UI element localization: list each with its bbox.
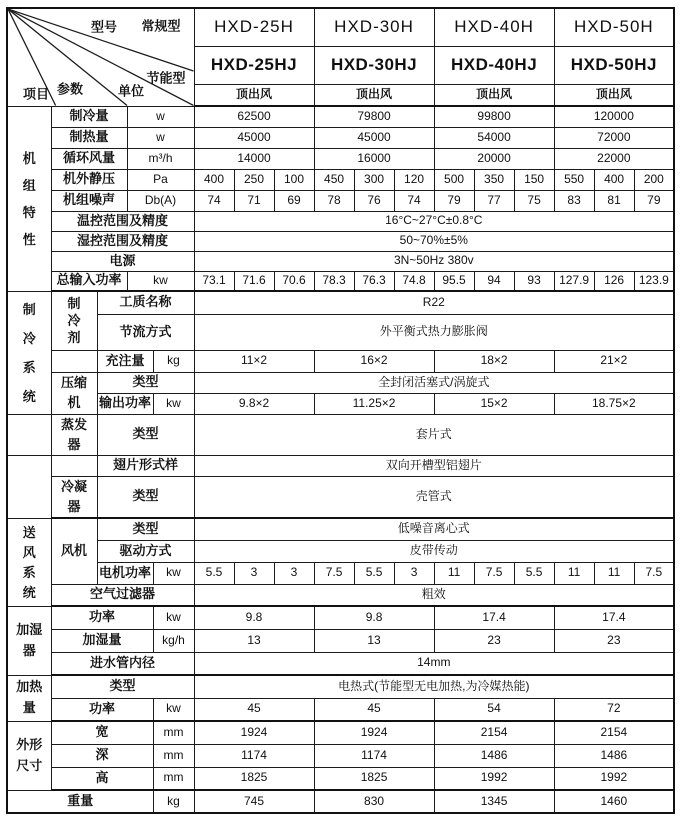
value-cell: 1486 [554, 744, 674, 767]
subsection-label-evaporator: 蒸发器 [51, 414, 97, 455]
row-label: 制热量 [51, 127, 127, 148]
table-row [7, 251, 674, 271]
row-label: 机外静压 [51, 169, 127, 190]
value-cell: 74.8 [394, 271, 434, 291]
value-cell: 81 [594, 190, 634, 211]
table-row [7, 675, 674, 698]
table-row [7, 584, 674, 606]
table-row [7, 455, 674, 476]
row-label: 类型 [51, 675, 194, 698]
value-cell: 2154 [434, 721, 554, 744]
table-row [7, 518, 674, 540]
air-outlet-cell: 顶出风 [434, 84, 554, 106]
table-row [7, 476, 674, 518]
value-cell: 14mm [194, 652, 674, 675]
value-cell: 350 [474, 169, 514, 190]
value-cell: 15×2 [434, 393, 554, 414]
value-cell: 7.5 [474, 562, 514, 584]
value-cell: 16×2 [314, 350, 434, 372]
value-cell: 11×2 [194, 350, 314, 372]
value-cell: 13 [314, 629, 434, 652]
row-label: 类型 [97, 372, 194, 393]
table-row [7, 606, 674, 629]
value-cell: 830 [314, 790, 434, 813]
value-cell: 100 [274, 169, 314, 190]
value-cell: 70.6 [274, 271, 314, 291]
value-cell: 1174 [314, 744, 434, 767]
eco-model-header: HXD-30HJ [314, 46, 434, 84]
value-cell: 99800 [434, 106, 554, 127]
value-cell: 1992 [554, 767, 674, 790]
row-label: 进水管内径 [51, 652, 194, 675]
row-label: 循环风量 [51, 148, 127, 169]
value-cell: 低噪音离心式 [194, 518, 674, 540]
value-cell: 83 [554, 190, 594, 211]
value-cell: 75 [514, 190, 554, 211]
value-cell: 23 [434, 629, 554, 652]
row-label: 空气过滤器 [51, 584, 194, 606]
value-cell: 76 [354, 190, 394, 211]
value-cell: 5.5 [194, 562, 234, 584]
value-cell: 5.5 [514, 562, 554, 584]
section-label-unit-features: 机 组 特 性 [7, 106, 51, 291]
value-cell: 壳管式 [194, 476, 674, 518]
value-cell: 126 [594, 271, 634, 291]
table-row [7, 127, 674, 148]
value-cell: 62500 [194, 106, 314, 127]
unit-cell: kg/h [153, 629, 194, 652]
row-label: 湿控范围及精度 [51, 231, 194, 251]
row-label: 总输入功率 [51, 271, 127, 291]
value-cell: 1992 [434, 767, 554, 790]
section-label-air-supply: 送 风 系 统 [7, 518, 51, 606]
subsection-label-condenser: 冷凝器 [51, 476, 97, 518]
value-cell: 16°C~27°C±0.8°C [194, 211, 674, 231]
value-cell: 79 [434, 190, 474, 211]
table-row [7, 350, 674, 372]
unit-cell: Pa [127, 169, 194, 190]
section-label-cooling-system: 制 冷 系 统 [7, 291, 51, 414]
value-cell: 1924 [314, 721, 434, 744]
value-cell: 45 [194, 698, 314, 721]
value-cell: 450 [314, 169, 354, 190]
row-label: 重量 [7, 790, 153, 813]
subsection-label-fan: 风机 [51, 518, 97, 584]
value-cell: 745 [194, 790, 314, 813]
unit-cell: mm [153, 767, 194, 790]
value-cell: 123.9 [634, 271, 674, 291]
eco-model-header: HXD-50HJ [554, 46, 674, 84]
value-cell: 外平衡式热力膨胀阀 [194, 314, 674, 350]
table-row [7, 169, 674, 190]
value-cell: 11 [554, 562, 594, 584]
row-label: 机组噪声 [51, 190, 127, 211]
value-cell: 18×2 [434, 350, 554, 372]
unit-cell: mm [153, 721, 194, 744]
table-row [7, 314, 674, 350]
value-cell: 3N~50Hz 380v [194, 251, 674, 271]
row-label: 温控范围及精度 [51, 211, 194, 231]
value-cell: 1924 [194, 721, 314, 744]
value-cell: 120000 [554, 106, 674, 127]
corner-item-label: 项目 [22, 86, 50, 102]
table-row [7, 291, 674, 314]
corner-model-label: 型号 [90, 19, 118, 35]
unit-cell: Db(A) [127, 190, 194, 211]
value-cell: 11 [594, 562, 634, 584]
value-cell: 21×2 [554, 350, 674, 372]
row-label: 输出功率 [97, 393, 153, 414]
row-label: 电源 [51, 251, 194, 271]
value-cell: 72 [554, 698, 674, 721]
table-row [7, 211, 674, 231]
value-cell: 74 [194, 190, 234, 211]
value-cell: 76.3 [354, 271, 394, 291]
value-cell: 200 [634, 169, 674, 190]
air-outlet-cell: 顶出风 [194, 84, 314, 106]
row-label: 功率 [51, 606, 153, 629]
value-cell: 69 [274, 190, 314, 211]
value-cell: 11.25×2 [314, 393, 434, 414]
value-cell: 11 [434, 562, 474, 584]
value-cell: 13 [194, 629, 314, 652]
value-cell: 45 [314, 698, 434, 721]
table-row [7, 8, 674, 46]
row-label: 宽 [51, 721, 153, 744]
value-cell: 127.9 [554, 271, 594, 291]
value-cell: 3 [234, 562, 274, 584]
row-label: 工质名称 [97, 291, 194, 314]
table-row [7, 652, 674, 675]
empty-cell [7, 414, 51, 455]
value-cell: 1825 [314, 767, 434, 790]
value-cell: 双向开槽型铝翅片 [194, 455, 674, 476]
value-cell: 73.1 [194, 271, 234, 291]
table-row [7, 148, 674, 169]
row-label: 制冷量 [51, 106, 127, 127]
value-cell: 9.8×2 [194, 393, 314, 414]
value-cell: 79800 [314, 106, 434, 127]
value-cell: 72000 [554, 127, 674, 148]
value-cell: 14000 [194, 148, 314, 169]
empty-cell [51, 455, 97, 476]
table-row [7, 231, 674, 251]
value-cell: 50~70%±5% [194, 231, 674, 251]
value-cell: 2154 [554, 721, 674, 744]
value-cell: 皮带传动 [194, 540, 674, 562]
value-cell: 22000 [554, 148, 674, 169]
value-cell: 78.3 [314, 271, 354, 291]
value-cell: 1345 [434, 790, 554, 813]
value-cell: 1460 [554, 790, 674, 813]
row-label: 驱动方式 [97, 540, 194, 562]
row-label: 加湿量 [51, 629, 153, 652]
unit-cell: m³/h [127, 148, 194, 169]
value-cell: 550 [554, 169, 594, 190]
value-cell: 250 [234, 169, 274, 190]
value-cell: 7.5 [634, 562, 674, 584]
value-cell: 5.5 [354, 562, 394, 584]
unit-cell: kw [153, 393, 194, 414]
unit-cell: kg [153, 350, 194, 372]
value-cell: 71 [234, 190, 274, 211]
row-label: 深 [51, 744, 153, 767]
value-cell: 17.4 [554, 606, 674, 629]
value-cell: 79 [634, 190, 674, 211]
value-cell: 54 [434, 698, 554, 721]
table-row [7, 393, 674, 414]
table-row [7, 540, 674, 562]
table-row [7, 744, 674, 767]
unit-cell: w [127, 106, 194, 127]
section-label-dimensions: 外形尺寸 [7, 721, 51, 790]
empty-cell [51, 350, 97, 372]
value-cell: 全封闭活塞式/涡旋式 [194, 372, 674, 393]
value-cell: 3 [394, 562, 434, 584]
value-cell: 1486 [434, 744, 554, 767]
row-label: 类型 [97, 518, 194, 540]
value-cell: R22 [194, 291, 674, 314]
corner-regular-type-label: 常规型 [141, 18, 181, 34]
table-row [7, 767, 674, 790]
unit-cell: kw [153, 562, 194, 584]
table-row [7, 629, 674, 652]
air-outlet-cell: 顶出风 [554, 84, 674, 106]
unit-cell: kg [153, 790, 194, 813]
model-header: HXD-40H [434, 8, 554, 46]
value-cell: 95.5 [434, 271, 474, 291]
value-cell: 54000 [434, 127, 554, 148]
table-row [7, 271, 674, 291]
model-header: HXD-50H [554, 8, 674, 46]
corner-param-label: 参数 [56, 81, 84, 97]
eco-model-header: HXD-25HJ [194, 46, 314, 84]
value-cell: 94 [474, 271, 514, 291]
value-cell: 粗效 [194, 584, 674, 606]
unit-cell: mm [153, 744, 194, 767]
model-header: HXD-25H [194, 8, 314, 46]
value-cell: 电热式(节能型无电加热,为冷媒热能) [194, 675, 674, 698]
table-row [7, 721, 674, 744]
value-cell: 16000 [314, 148, 434, 169]
value-cell: 9.8 [314, 606, 434, 629]
value-cell: 20000 [434, 148, 554, 169]
table-row [7, 790, 674, 813]
unit-cell: w [127, 127, 194, 148]
air-outlet-cell: 顶出风 [314, 84, 434, 106]
unit-cell: kw [153, 606, 194, 629]
model-header: HXD-30H [314, 8, 434, 46]
row-label: 翅片形式样 [97, 455, 194, 476]
value-cell: 77 [474, 190, 514, 211]
corner-unit-label: 单位 [117, 83, 145, 99]
subsection-label-refrigerant: 制 冷 剂 [51, 291, 97, 350]
table-row [7, 372, 674, 393]
row-label: 节流方式 [97, 314, 194, 350]
row-label: 类型 [97, 414, 194, 455]
table-row [7, 562, 674, 584]
subsection-label-compressor: 压缩机 [51, 372, 97, 414]
row-label: 高 [51, 767, 153, 790]
diagonal-header-cell [7, 8, 194, 106]
value-cell: 9.8 [194, 606, 314, 629]
corner-eco-type-label: 节能型 [146, 70, 186, 86]
value-cell: 78 [314, 190, 354, 211]
value-cell: 17.4 [434, 606, 554, 629]
row-label: 功率 [51, 698, 153, 721]
table-row [7, 414, 674, 455]
value-cell: 23 [554, 629, 674, 652]
value-cell: 300 [354, 169, 394, 190]
row-label: 类型 [97, 476, 194, 518]
spec-table [6, 7, 675, 814]
table-row [7, 698, 674, 721]
value-cell: 120 [394, 169, 434, 190]
value-cell: 74 [394, 190, 434, 211]
value-cell: 1174 [194, 744, 314, 767]
value-cell: 3 [274, 562, 314, 584]
value-cell: 1825 [194, 767, 314, 790]
value-cell: 45000 [194, 127, 314, 148]
eco-model-header: HXD-40HJ [434, 46, 554, 84]
value-cell: 18.75×2 [554, 393, 674, 414]
unit-cell: kw [153, 698, 194, 721]
section-label-humidifier: 加湿器 [7, 606, 51, 675]
value-cell: 7.5 [314, 562, 354, 584]
section-label-heater: 加热量 [7, 675, 51, 721]
value-cell: 45000 [314, 127, 434, 148]
row-label: 电机功率 [97, 562, 153, 584]
table-row [7, 190, 674, 211]
value-cell: 400 [194, 169, 234, 190]
value-cell: 400 [594, 169, 634, 190]
empty-cell [7, 455, 51, 518]
value-cell: 150 [514, 169, 554, 190]
value-cell: 套片式 [194, 414, 674, 455]
table-row [7, 106, 674, 127]
row-label: 充注量 [97, 350, 153, 372]
value-cell: 71.6 [234, 271, 274, 291]
value-cell: 500 [434, 169, 474, 190]
unit-cell: kw [127, 271, 194, 291]
value-cell: 93 [514, 271, 554, 291]
